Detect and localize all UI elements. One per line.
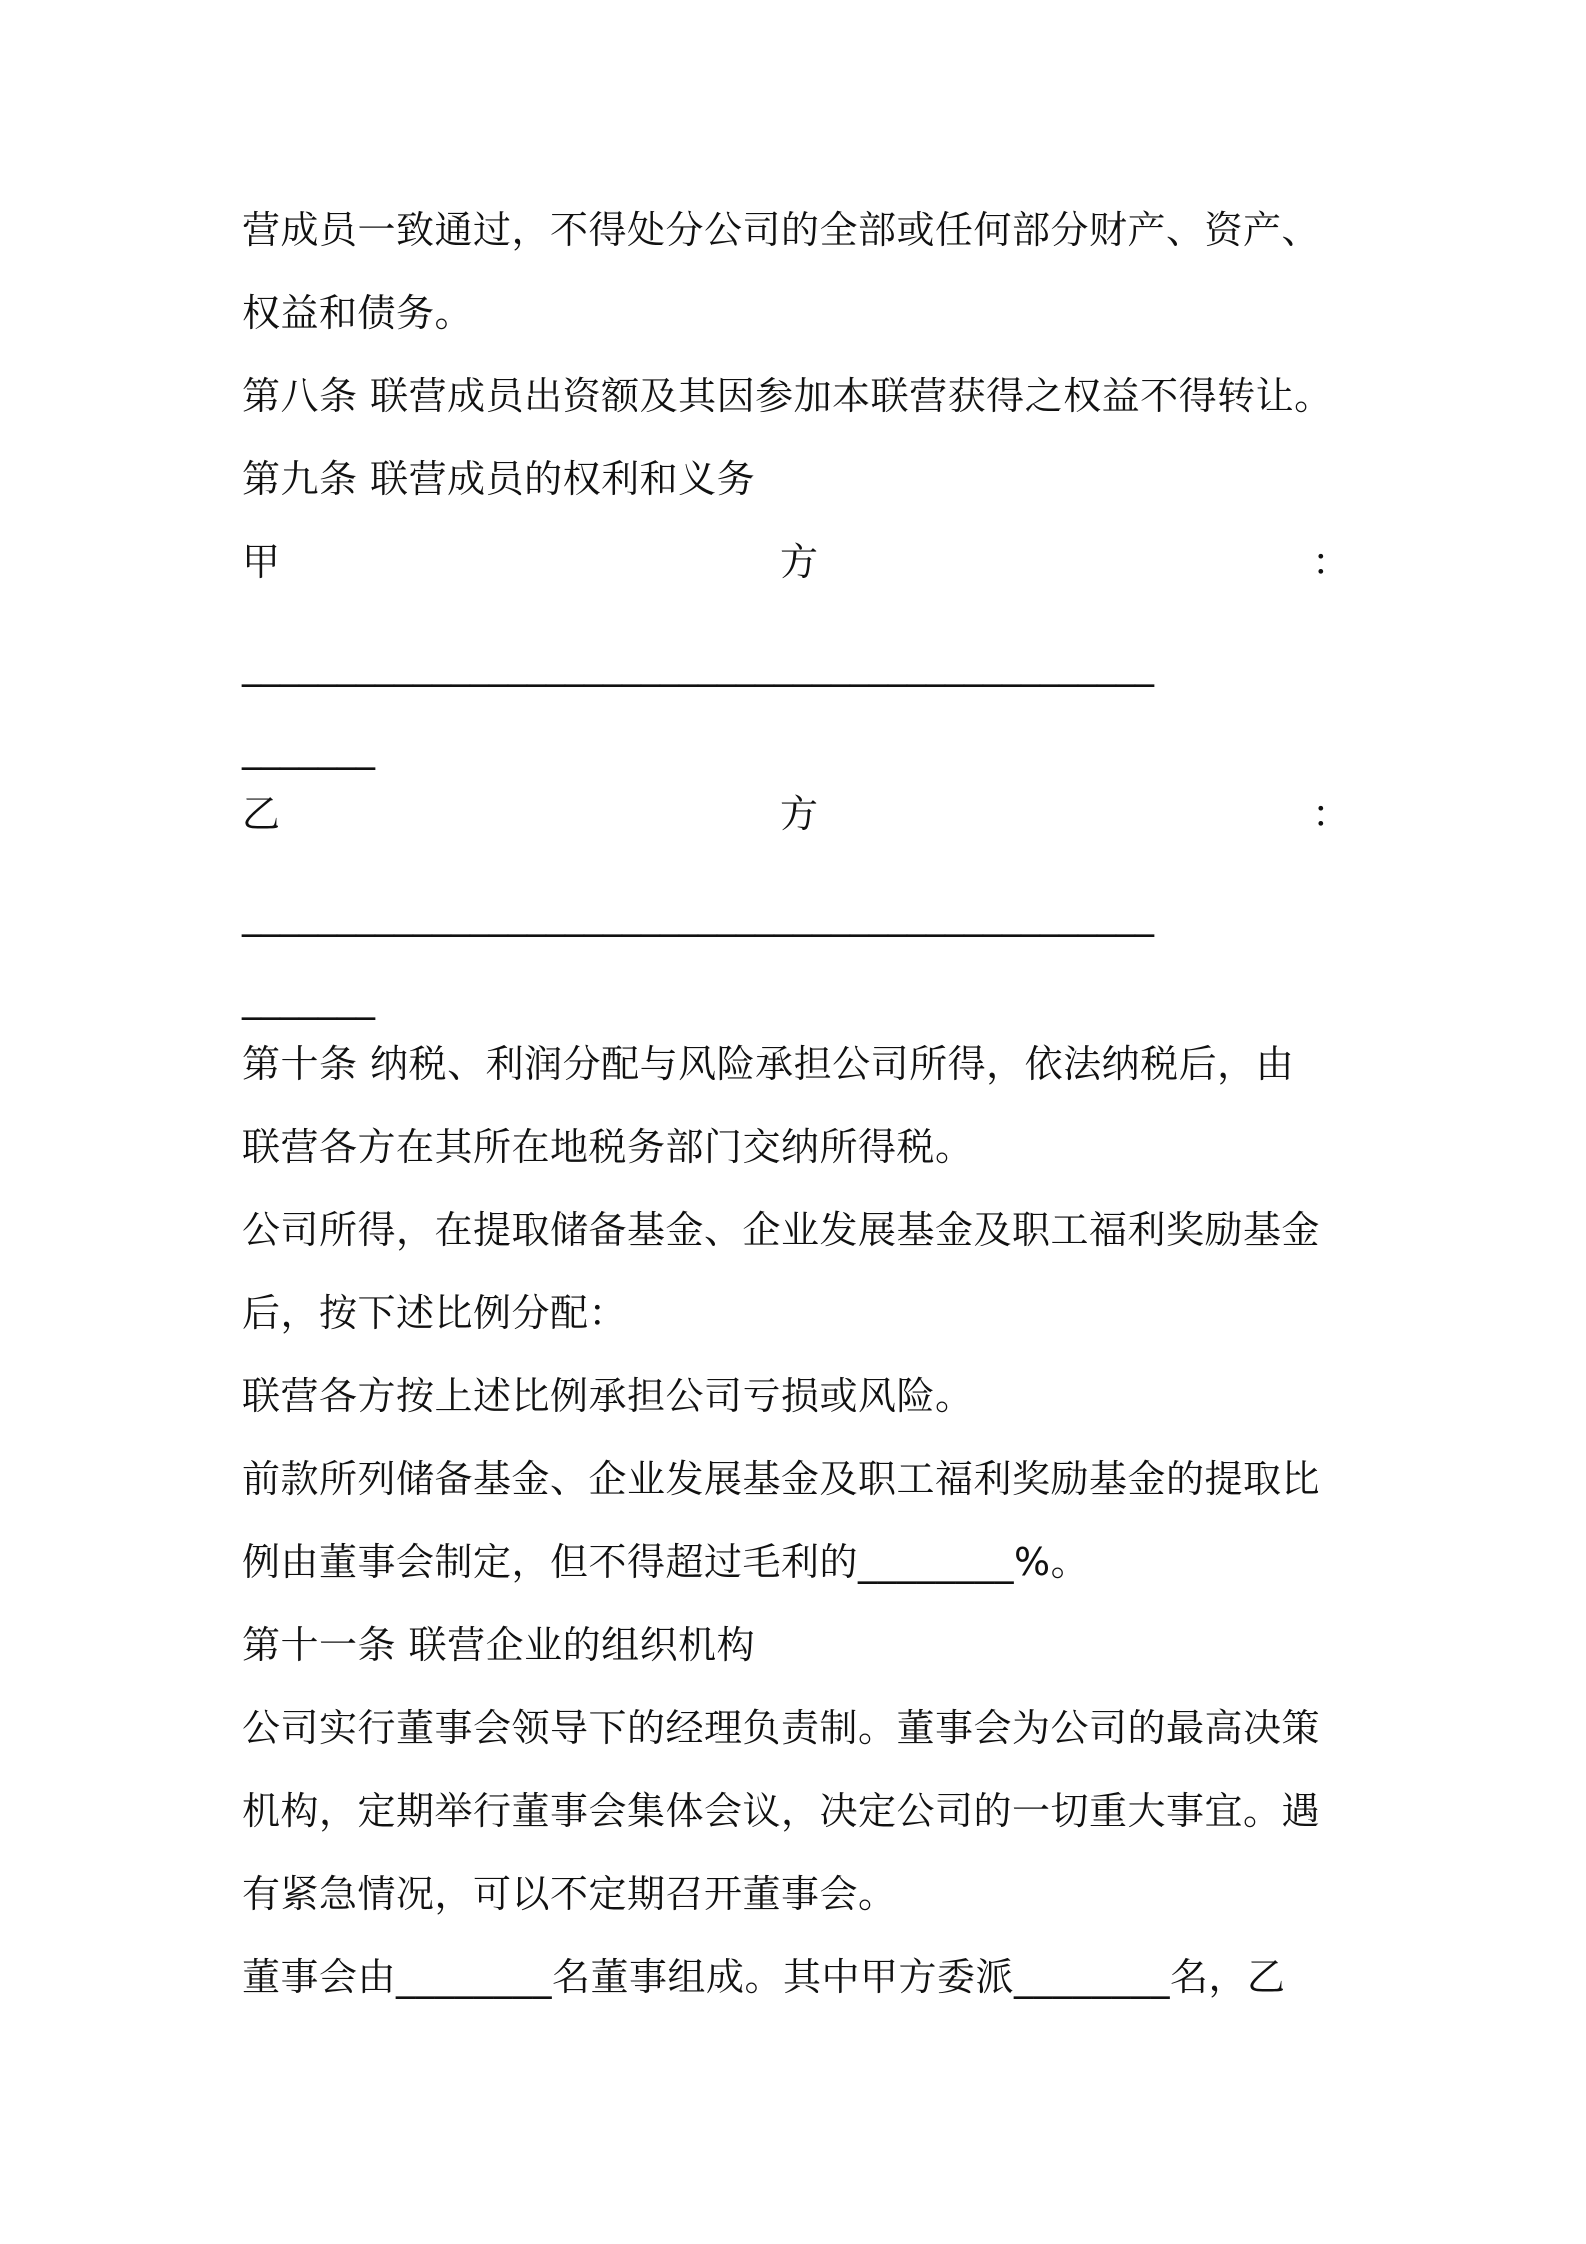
text-line: 后，按下述比例分配： (242, 1291, 628, 1335)
text-line: 董事会由________名董事组成。其中甲方委派________名，乙 (242, 1955, 1286, 1999)
party-b-blank-line-1: ________________________________________________ (242, 893, 1154, 937)
text-line: 联营各方在其所在地税务部门交纳所得税。 (242, 1125, 974, 1169)
text-line: 营成员一致通过，不得处分公司的全部或任何部分财产、资产、 (242, 208, 1321, 252)
article-11-heading: 第十一条 联营企业的组织机构 (242, 1623, 756, 1667)
article-9-heading: 第九条 联营成员的权利和义务 (242, 457, 756, 501)
text-line: 有紧急情况，可以不定期召开董事会。 (242, 1872, 897, 1916)
article-10-heading: 第十条 纳税、利润分配与风险承担公司所得，依法纳税后，由 (242, 1042, 1295, 1086)
party-b-char-1: 乙 (242, 792, 281, 836)
party-a-char-2: 方 (780, 540, 819, 584)
text-line: 前款所列储备基金、企业发展基金及职工福利奖励基金的提取比 (242, 1457, 1321, 1501)
party-b-blank-line-2: _______ (242, 976, 375, 1020)
text-line: 联营各方按上述比例承担公司亏损或风险。 (242, 1374, 974, 1418)
text-line: 机构，定期举行董事会集体会议，决定公司的一切重大事宜。遇 (242, 1789, 1321, 1833)
text-line: 公司所得，在提取储备基金、企业发展基金及职工福利奖励基金 (242, 1208, 1321, 1252)
party-a-blank-line-1: ________________________________________________ (242, 643, 1154, 687)
party-b-colon: ： (1312, 792, 1351, 836)
party-a-colon: ： (1312, 540, 1351, 584)
text-line: 公司实行董事会领导下的经理负责制。董事会为公司的最高决策 (242, 1706, 1321, 1750)
party-a-char-1: 甲 (242, 540, 281, 584)
text-line: 例由董事会制定，但不得超过毛利的________%。 (242, 1540, 1090, 1584)
party-b-char-2: 方 (780, 792, 819, 836)
party-a-blank-line-2: _______ (242, 726, 375, 770)
article-8-heading: 第八条 联营成员出资额及其因参加本联营获得之权益不得转让。 (242, 374, 1333, 418)
text-line: 权益和债务。 (242, 291, 474, 335)
